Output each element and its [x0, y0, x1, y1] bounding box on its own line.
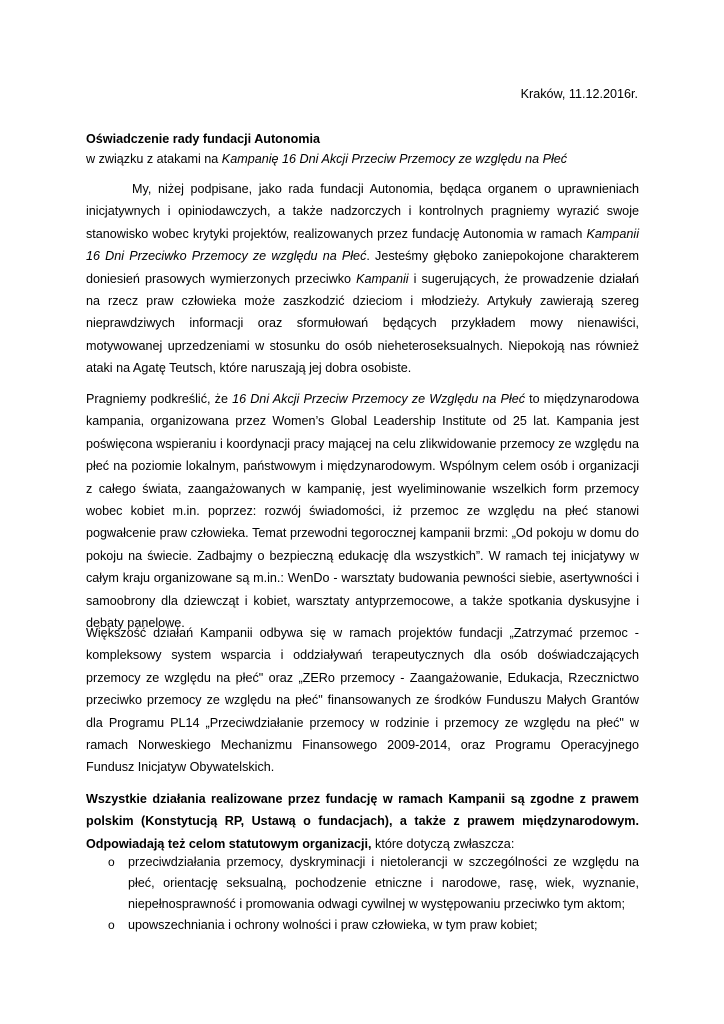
statutory-goals-list: [86, 852, 639, 936]
p1-text-1: My, niżej podpisane, jako rada fundacji Autonomia, będąca organem o uprawnieniach inicjatywnych i opiniodawczych, a także nadzorczych i kontrolnych pragniemy wyrazić swoje stanowisko wobec krytyki projektów, realizowanych przez fundację Autonomia w ramach: [86, 182, 639, 241]
document-date: Kraków, 11.12.2016r.: [520, 87, 638, 101]
p2-campaign-name: 16 Dni Akcji Przeciw Przemocy ze Względu na Płeć: [232, 392, 525, 406]
list-item-text: upowszechniania i ochrony wolności i praw człowieka, w tym praw kobiet;: [128, 918, 538, 932]
title-line-1: Oświadczenie rady fundacji Autonomia: [86, 132, 320, 146]
paragraph-4: [86, 788, 639, 855]
paragraph-3: Większość działań Kampanii odbywa się w ramach projektów fundacji „Zatrzymać przemoc - kompleksowy system wsparcia i oddziaływań terapeutycznych dla osób doświadczających przemocy ze względu na płeć" oraz „ZERo przemocy - Zaangażowanie, Edukacja, Rzecznictwo przeciwko przemocy ze względu na płeć" finansowanych ze środków Funduszu Małych Grantów dla Programu PL14 „Przeciwdziałanie przemocy w rodzinie i przemocy ze względu na płeć" w ramach Norweskiego Mechanizmu Finansowego 2009-2014, oraz Programu Operacyjnego Fundusz Inicjatyw Obywatelskich.: [86, 626, 639, 775]
p4-text: które dotyczą zwłaszcza:: [371, 836, 515, 851]
p1-text-2: . Jesteśmy głęboko zaniepokojone charakterem doniesień prasowych wymierzonych przeciwko: [86, 249, 640, 286]
p1-text-3: i sugerujących, że prowadzenie działań na rzecz praw człowieka może zaszkodzić dzieciom i młodzieży. Artykuły zawierają szereg nieprawdziwych informacji oraz sformułowań będących przykładem mowy nienawiści, motywowanej uprzedzeniami w stosunku do osób nieheteroseksualnych. Niepokoją nas również ataki na Agatę Teutsch, które naruszają jej dobra osobiste.: [86, 271, 639, 376]
title-line-2-prefix: w związku z atakami na: [86, 152, 222, 166]
bullet-marker-icon: o: [108, 918, 115, 932]
title-line-2: [86, 149, 638, 169]
list-item: [86, 852, 639, 915]
p4-bold-text: Wszystkie działania realizowane przez fundację w ramach Kampanii są zgodne z prawem polskim (Konstytucją RP, Ustawą o fundacjach), a także z prawem międzynarodowym. Odpowiadają też celom statutowym organizacji,: [86, 792, 639, 851]
p1-campaign-word: Kampanii: [356, 271, 409, 286]
paragraph-2: [86, 388, 639, 634]
list-item-text: przeciwdziałania przemocy, dyskryminacji i nietolerancji w szczególności ze względu na płeć, orientację seksualną, pochodzenie etniczne i narodowe, rasę, wiek, wyznanie, niepełnosprawność i promowania odwagi cywilnej w występowaniu przeciwko tym aktom;: [128, 855, 639, 911]
p1-campaign-name: Kampanii 16 Dni Przeciwko Przemocy ze względu na Płeć: [86, 226, 639, 264]
bullet-marker-icon: o: [108, 855, 115, 869]
campaign-name: Kampanię 16 Dni Akcji Przeciw Przemocy ze względu na Płeć: [221, 152, 568, 166]
paragraph-1: [86, 178, 639, 380]
list-item: [86, 915, 639, 936]
p2-text-1: Pragniemy podkreślić, że: [86, 392, 233, 406]
p2-text-2: to międzynarodowa kampania, organizowana przez Women’s Global Leadership Institute od 25 lat. Kampania jest poświęcona wspieraniu i koordynacji pracy mającej na celu zlikwidowanie przemocy ze względu na płeć na poziomie lokalnym, państwowym i międzynarodowym. Wspólnym celem osób i organizacji z całego świata, zaangażowanych w kampanię, jest wyeliminowanie wszelkich form przemocy wobec kobiet m.in. poprzez: rozwój świadomości, iż przemoc ze względu na płeć stanowi pogwałcenie praw człowieka. Temat przewodni tegorocznej kampanii brzmi: „Od pokoju w domu do pokoju na świecie. Zadbajmy o bezpieczną edukację dla wszystkich”. W ramach tej inicjatywy w całym kraju organizowane są m.in.: WenDo - warsztaty budowania pewności siebie, asertywności i samoobrony dla dziewcząt i kobiet, warsztaty antyprzemocowe, a także spotkania dyskusyjne i debaty panelowe.: [86, 392, 639, 631]
document-title: [86, 129, 638, 169]
